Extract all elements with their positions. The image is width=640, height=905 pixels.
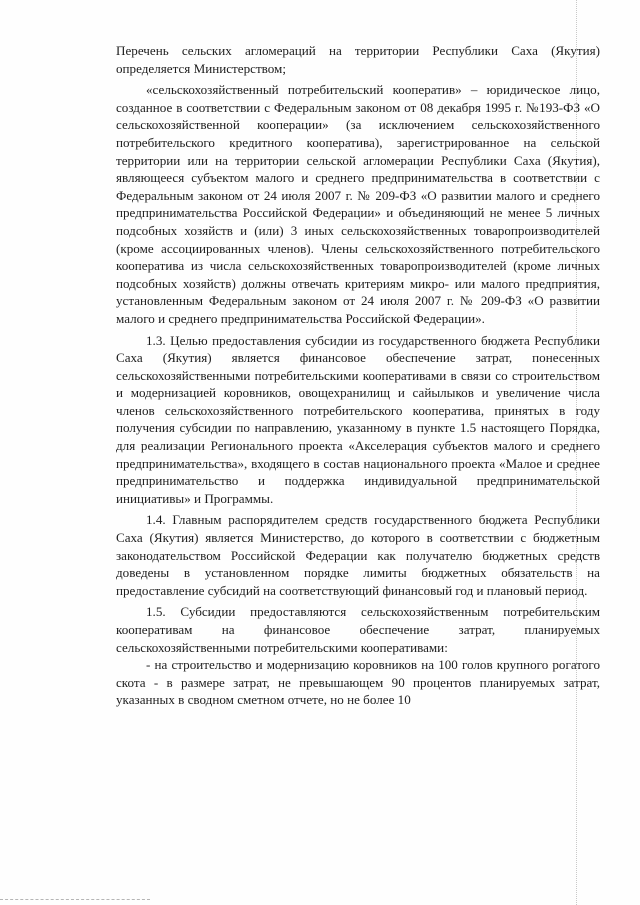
paragraph-section-1-5: 1.5. Субсидии предоставляются сельскохозяйственным потребительским кооперативам на финансовое обеспечение затрат, планируемых сельскохозяйственными потребительскими кооперативами: [116,604,600,655]
document-body [116,42,600,709]
paragraph-cooperative-definition: «сельскохозяйственный потребительский кооператив» – юридическое лицо, созданное в соответствии с Федеральным законом от 08 декабря 1995 г. №193-ФЗ «О сельскохозяйственной кооперации» (за исключением сельскохозяйственного потребительского кредитного кооператива), зарегистрированное на сельской территории или на территории сельской агломерации Республики Саха (Якутия), являющееся субъектом малого и среднего предпринимательства в соответствии с Федеральным законом от 24 июля 2007 г. № 209-ФЗ «О развитии малого и среднего предпринимательства Российской Федерации» и объединяющий не менее 5 личных подсобных хозяйств и (или) 3 иных сельскохозяйственных товаропроизводителей (кроме ассоциированных членов). Члены сельскохозяйственного потребительского кооператива из числа сельскохозяйственных товаропроизводителей (кроме личных подсобных хозяйств) должны отвечать критериям микро- или малого предприятия, установленным Федеральным законом от 24 июля 2007 г. № 209-ФЗ «О развитии малого и среднего предпринимательства Российской Федерации». [116,82,600,326]
paragraph-section-1-3: 1.3. Целью предоставления субсидии из государственного бюджета Республики Саха (Якутия) является финансовое обеспечение затрат, понесенных сельскохозяйственными потребительскими кооперативами в связи со строительством и модернизацией коровников, овощехранилищ и сайылыков и увеличение числа членов сельскохозяйственного потребительского кооператива, принятых в году получения субсидии по направлению, указанному в пункте 1.5 настоящего Порядка, для реализации Регионального проекта «Акселерация субъектов малого и среднего предпринимательства», входящего в состав национального проекта «Малое и среднее предпринимательство и поддержка индивидуальной предпринимательской инициативы» и Программы. [116,332,600,506]
paragraph-section-1-4: 1.4. Главным распорядителем средств государственного бюджета Республики Саха (Якутия) является Министерство, до которого в соответствии с бюджетным законодательством Российской Федерации как получателю бюджетных средств доведены в установленном порядке лимиты бюджетных обязательств на предоставление субсидий на соответствующий финансовый год и плановый период. [116,512,600,598]
footer-rule [0,899,150,900]
paragraph-cowshed-item: - на строительство и модернизацию коровников на 100 голов крупного рогатого скота - в размере затрат, не превышающем 90 процентов планируемых затрат, указанных в сводном сметном отчете, но не более 10 [116,657,600,708]
paragraph-agglomeration-list: Перечень сельских агломераций на территории Республики Саха (Якутия) определяется Министерством; [116,43,600,76]
